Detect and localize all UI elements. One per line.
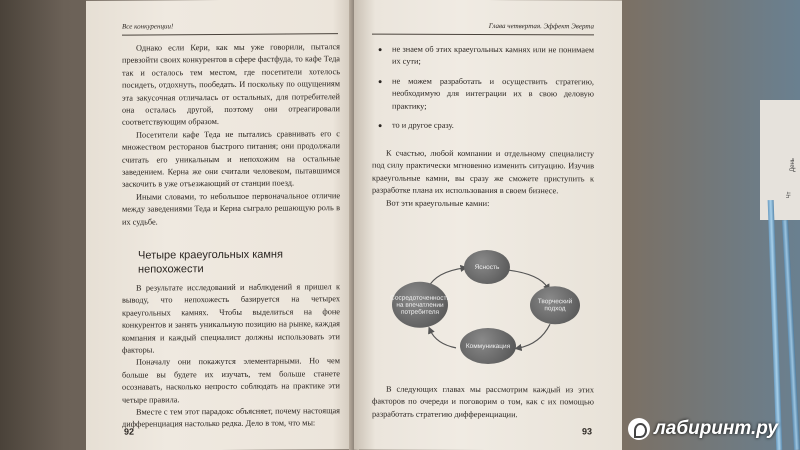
node-communication: Коммуникация [460,328,516,364]
right-body-middle [372,148,594,211]
left-page [86,0,354,450]
list-item: ● то и другое сразу. [372,120,594,133]
header-rule [372,34,594,36]
bullet-list-block [372,44,594,140]
node-creativity: Творческий подход [530,286,580,324]
paragraph: Посетители кафе Теда не пытались сравнивать его с множеством ресторанов быстрого питания; они продолжали считать его уникальным и непохожим на остальные заведением. Керна же они считали человеком, пытавшимся заскочить в уже отъезжающий от станции поезд. [122,129,340,190]
tab-label: Чт [786,191,793,199]
section-heading: Четыре краеугольных камня непохожести [138,248,283,276]
paragraph: Вот эти краеугольные камни: [386,198,490,208]
paragraph: В следующих главах мы рассмотрим каждый из этих факторов по очереди и поговорим о том, как с их помощью разработать стратегию дифференциации. [372,384,594,419]
paragraph: Вместе с тем этот парадокс объясняет, почему настоящая дифференциация настолько редка. Дело в том, что мы: [122,406,340,430]
tab-label: День [789,158,796,172]
paragraph: Поначалу они покажутся элементарными. Но чем больше вы будете их изучать, тем больше станете осознавать, насколько непросто соблюдать на практике эти четыре правила. [122,356,340,405]
page-number: 93 [581,426,592,437]
side-notebook [760,100,800,220]
paragraph: Иными словами, то небольшое первоначальное отличие между заведениями Теда и Керна сыграло решающую роль в их судьбе. [122,191,340,227]
left-body-top [122,41,340,229]
pencil [768,200,783,450]
right-running-header: Глава четвертая. Эффект Эверта [488,22,594,31]
labirint-logo-icon [628,418,650,440]
cornerstones-diagram [390,248,586,369]
node-clarity: Ясность [464,250,510,284]
paragraph: В результате исследований и наблюдений я пришел к выводу, что непохожесть базируется на четырех краеугольных камнях. Чтобы выделиться на фоне конкурентов и занять уникальную позицию на рынке, каждая компания и каждый специалист должны использовать эти факторы. [122,282,340,355]
right-body-bottom [372,384,594,422]
bullet-list [372,44,594,133]
watermark-text: лабиринт.ру [653,418,778,439]
left-running-header: Все конкуренции! [122,22,174,31]
watermark [628,418,778,440]
paragraph: К счастью, любой компании и отдельному специалисту под силу практически мгновенно изменить ситуацию. Изучив краеугольные камни, вы сразу же сможете приступить к разработке плана их использования в своем бизнесе. [372,148,594,196]
right-page [354,0,622,450]
pencil [782,220,800,450]
page-number: 92 [124,426,135,437]
left-body-bottom [122,281,340,431]
paragraph: Однако если Кери, как мы уже говорили, пытался превзойти своих конкурентов в сфере фастфуда, то кафе Теда так и осталось тем местом, где посетители хотелось посидеть, отдохнуть, пообедать. И поскольку по ощущениям эта закусочная отличалась от остальных, для потребителей она осталась другой, поэтому они отреагировали соответствующим образом. [122,42,340,128]
list-item: ● не знаем об этих краеугольных камнях или не понимаем их сути; [372,44,594,70]
node-customer-focus: Сосредоточенность на впечатлении потребителя [392,282,448,328]
header-rule [122,33,338,36]
list-item: ● не можем разработать и осуществить стратегию, необходимую для интеграции их в свою деловую практику; [372,75,594,113]
